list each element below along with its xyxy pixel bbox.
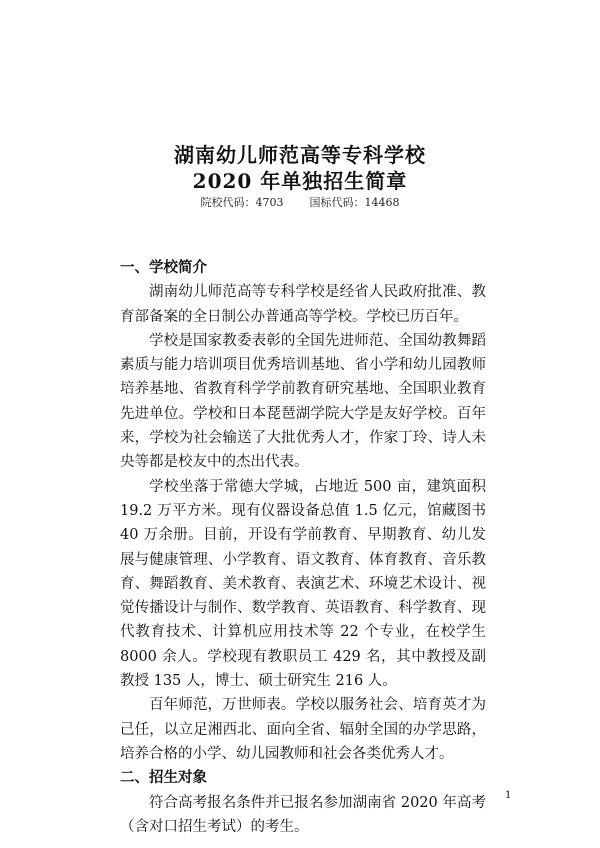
institution-codes <box>0 196 600 210</box>
school-code: 院校代码：4703 <box>200 196 284 209</box>
paragraph: 湖南幼儿师范高等专科学校是经省人民政府批准、教育部备案的全日制公办普通高等学校。学校已历百年。 <box>120 284 486 325</box>
section-heading-intro: 一、学校简介 <box>120 260 207 276</box>
paragraph: 学校是国家教委表彰的全国先进师范、全国幼教舞蹈素质与能力培训项目优秀培训基地、省小学和幼儿园教师培养基地、省教育科学学前教育研究基地、全国职业教育先进单位。学校和日本琵琶湖学院大学是友好学校。百年来，学校为社会输送了大批优秀人才，作家丁玲、诗人未央等都是校友中的杰出代表。 <box>120 332 486 471</box>
page-number: 1 <box>505 790 512 801</box>
document-subtitle: 2020 年单独招生简章 <box>192 169 408 193</box>
document-body <box>120 256 486 839</box>
paragraph: 符合高考报名条件并已报名参加湖南省 2020 年高考（含对口招生考试）的考生。 <box>120 794 486 835</box>
national-code: 国标代码：14468 <box>309 196 400 209</box>
section-heading-target: 二、招生对象 <box>120 770 207 787</box>
paragraph: 百年师范，万世师表。学校以服务社会、培育英才为己任，以立足湘西北、面向全省、辐射全国的办学思路，培养合格的小学、幼儿园教师和社会各类优秀人才。 <box>120 697 486 762</box>
paragraph: 学校坐落于常德大学城，占地近 500 亩，建筑面积 19.2 万平方米。现有仪器设备总值 1.5 亿元，馆藏图书 40 万余册。目前，开设有学前教育、早期教育、幼儿发展与健康管理、小学教育、语文教育、体育教育、音乐教育、舞蹈教育、美术教育、表演艺术、环境艺术设计、视觉传播设计与制作、数学教育、英语教育、科学教育、现代教育技术、计算机应用技术等 22 个专业，在校学生 8000 余人。学校现有教职员工 429 名，其中教授及副教授 135 人，博士、硕士研究生 216 人。 <box>120 478 486 690</box>
document-title: 湖南幼儿师范高等专科学校 <box>174 143 426 167</box>
